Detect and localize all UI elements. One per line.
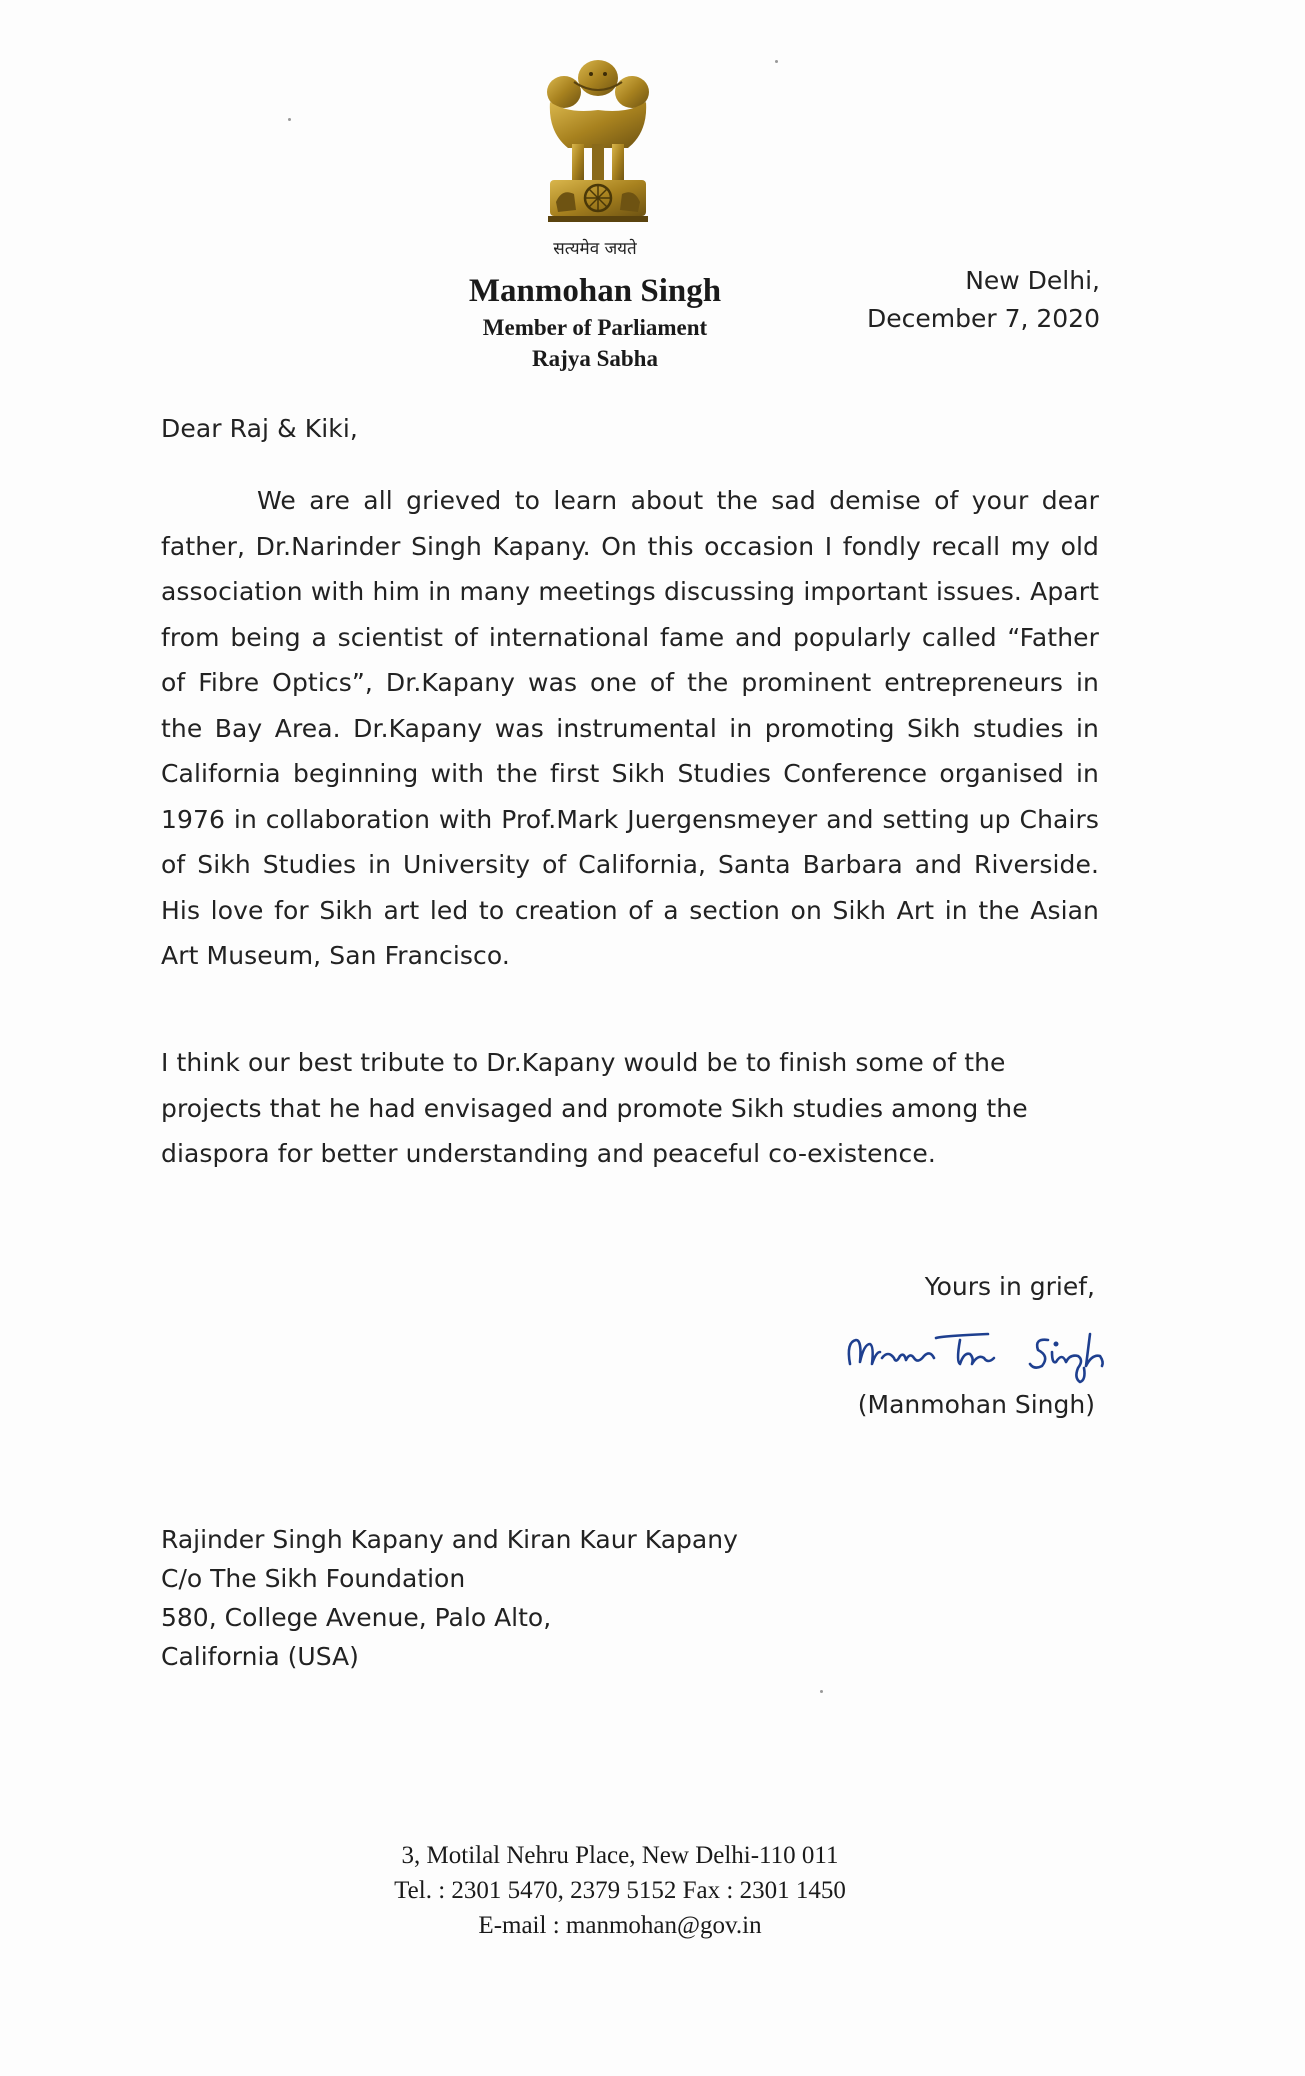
letter-paragraph-1: We are all grieved to learn about the sad demise of your dear father, Dr.Narinder Singh Kapany. On this occasion I fondly recall my old association with him in many meetings discussing important issues. Apart from being a scientist of international fame and popularly called “Father of Fibre Optics”, Dr.Kapany was one of the prominent entrepreneurs in the Bay Area. Dr.Kapany was instrumental in promoting Sikh studies in California beginning with the first Sikh Studies Conference organised in 1976 in collaboration with Prof.Mark Juergensmeyer and setting up Chairs of Sikh Studies in University of California, Santa Barbara and Riverside. His love for Sikh art led to creation of a section on Sikh Art in the Asian Art Museum, San Francisco. — [161, 486, 1099, 970]
date-block — [867, 262, 1100, 338]
sender-house: Rajya Sabha — [532, 346, 658, 371]
paper-speck — [775, 60, 778, 63]
footer-address: 3, Motilal Nehru Place, New Delhi-110 011 — [401, 1842, 839, 1869]
sender-name: Manmohan Singh — [468, 273, 722, 309]
recipient-line-4: California (USA) — [161, 1642, 359, 1671]
recipient-line-3: 580, College Avenue, Palo Alto, — [161, 1603, 552, 1632]
letter-paragraph-2: I think our best tribute to Dr.Kapany would be to finish some of the projects that he had envisaged and promote Sikh studies among the diaspora for better understanding and peaceful co-existence. — [161, 1048, 1028, 1168]
letterhead-footer — [280, 1838, 960, 1943]
footer-phone-fax: Tel. : 2301 5470, 2379 5152 Fax : 2301 1450 — [394, 1877, 846, 1904]
closing-phrase: Yours in grief, — [924, 1272, 1095, 1301]
recipient-line-1: Rajinder Singh Kapany and Kiran Kaur Kapany — [161, 1525, 738, 1554]
sender-designation: Member of Parliament — [482, 315, 708, 340]
national-motto: सत्यमेव जयते — [553, 239, 637, 259]
signatory-name: (Manmohan Singh) — [857, 1390, 1095, 1419]
ashoka-lion-capital-emblem-icon — [528, 52, 668, 242]
letter-date: December 7, 2020 — [866, 304, 1100, 333]
recipient-address — [161, 1520, 738, 1676]
footer-email: E-mail : manmohan@gov.in — [478, 1912, 762, 1939]
paper-speck — [820, 1690, 823, 1693]
letterhead-sender — [430, 270, 760, 374]
salutation: Dear Raj & Kiki, — [161, 414, 358, 443]
paper-speck — [288, 118, 291, 121]
letter-place: New Delhi, — [965, 266, 1100, 295]
recipient-line-2: C/o The Sikh Foundation — [161, 1564, 466, 1593]
handwritten-signature — [838, 1318, 1158, 1388]
